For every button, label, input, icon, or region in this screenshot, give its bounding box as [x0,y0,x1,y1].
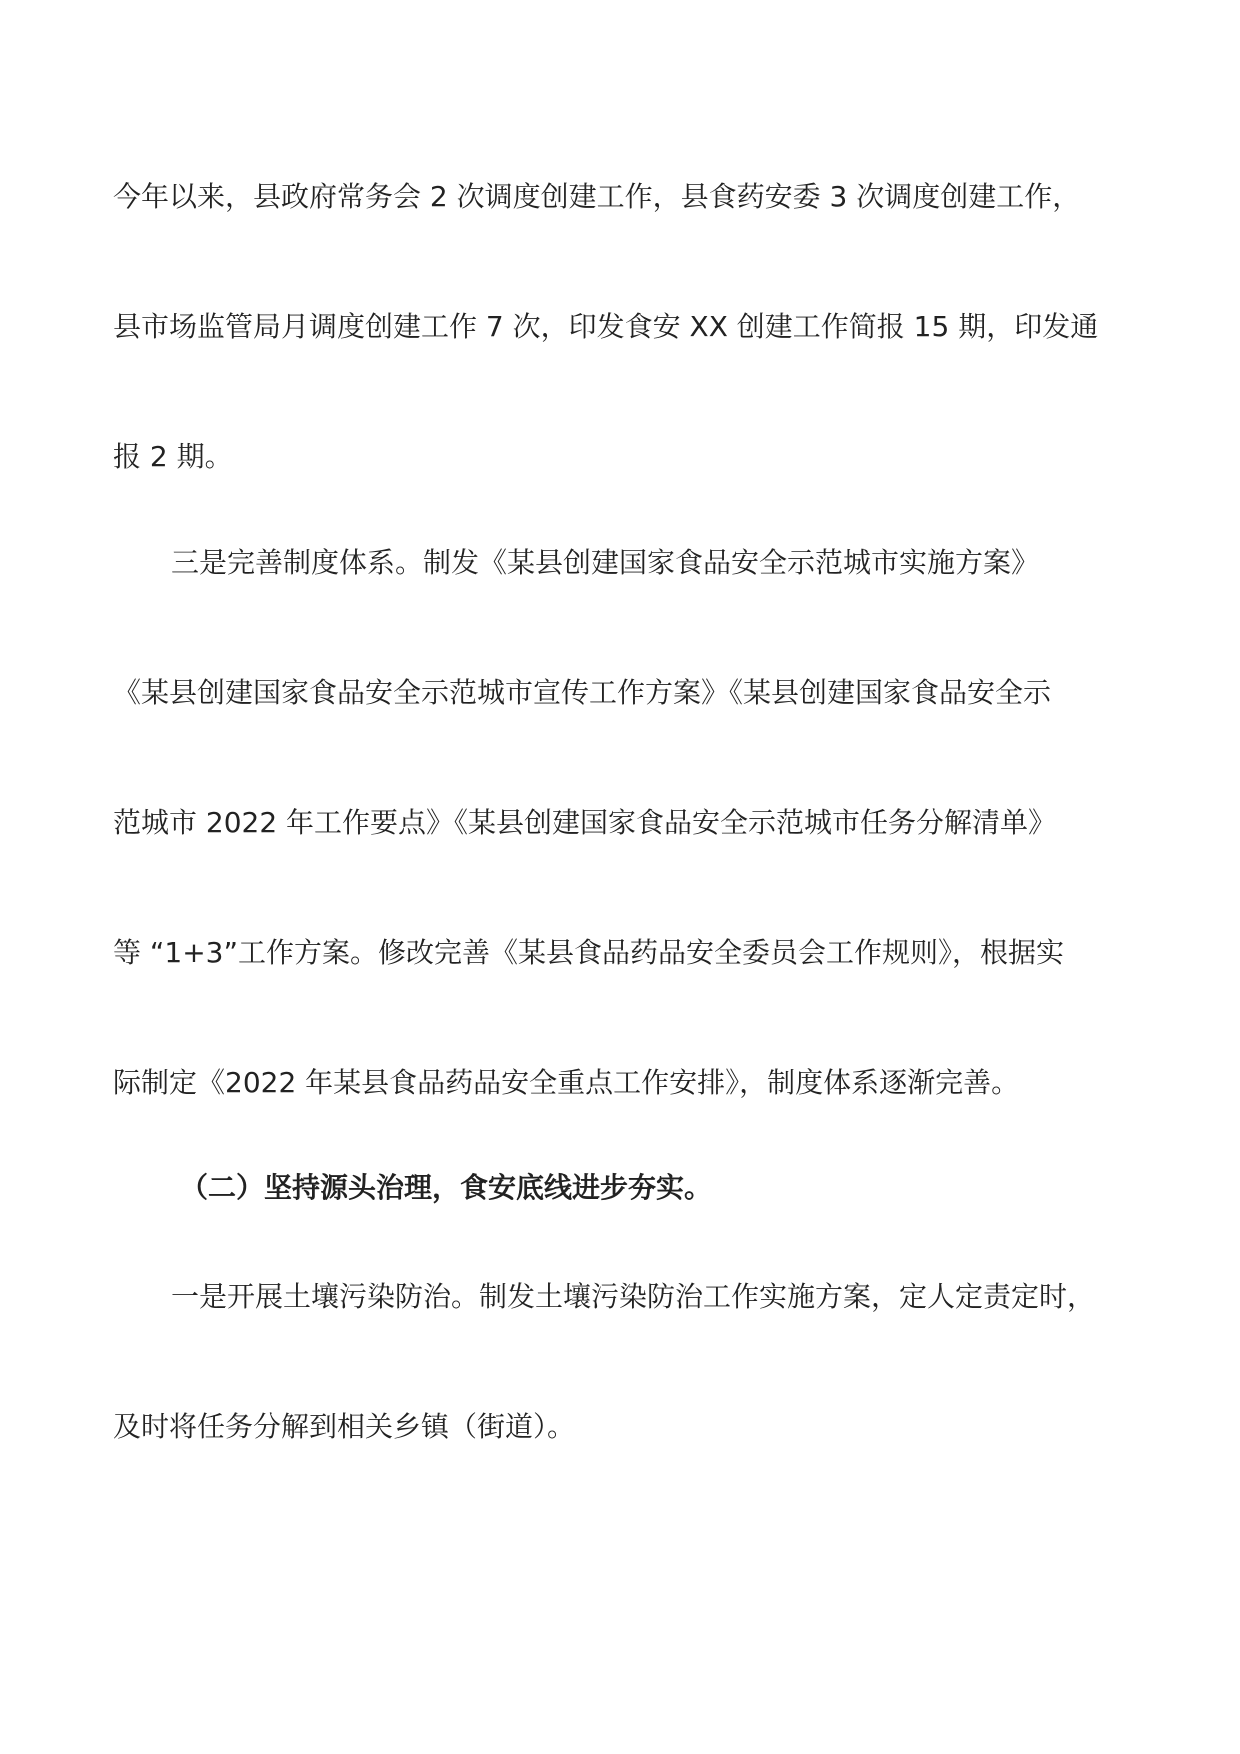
paragraph-line: 今年以来，县政府常务会 2 次调度创建工作，县食药安委 3 次调度创建工作， [113,180,1081,213]
paragraph-line: 及时将任务分解到相关乡镇（街道）。 [113,1410,576,1443]
paragraph-line: 三是完善制度体系。制发《某县创建国家食品安全示范城市实施方案》 [171,546,1040,579]
paragraph-line: 《某县创建国家食品安全示范城市宣传工作方案》《某县创建国家食品安全示 [113,676,1052,709]
paragraph-line: 际制定《2022 年某县食品药品安全重点工作安排》，制度体系逐渐完善。 [113,1066,1020,1099]
paragraph-line: 等 “1+3”工作方案。修改完善《某县食品药品安全委员会工作规则》，根据实 [113,936,1065,969]
section-heading: （二）坚持源头治理，食安底线进步夯实。 [180,1171,713,1204]
paragraph-line: 县市场监管局月调度创建工作 7 次，印发食安 XX 创建工作简报 15 期，印发通 [113,310,1099,343]
paragraph-line: 一是开展土壤污染防治。制发土壤污染防治工作实施方案，定人定责定时， [171,1280,1096,1313]
paragraph-line: 报 2 期。 [113,440,233,473]
paragraph-line: 范城市 2022 年工作要点》《某县创建国家食品安全示范城市任务分解清单》 [113,806,1057,839]
